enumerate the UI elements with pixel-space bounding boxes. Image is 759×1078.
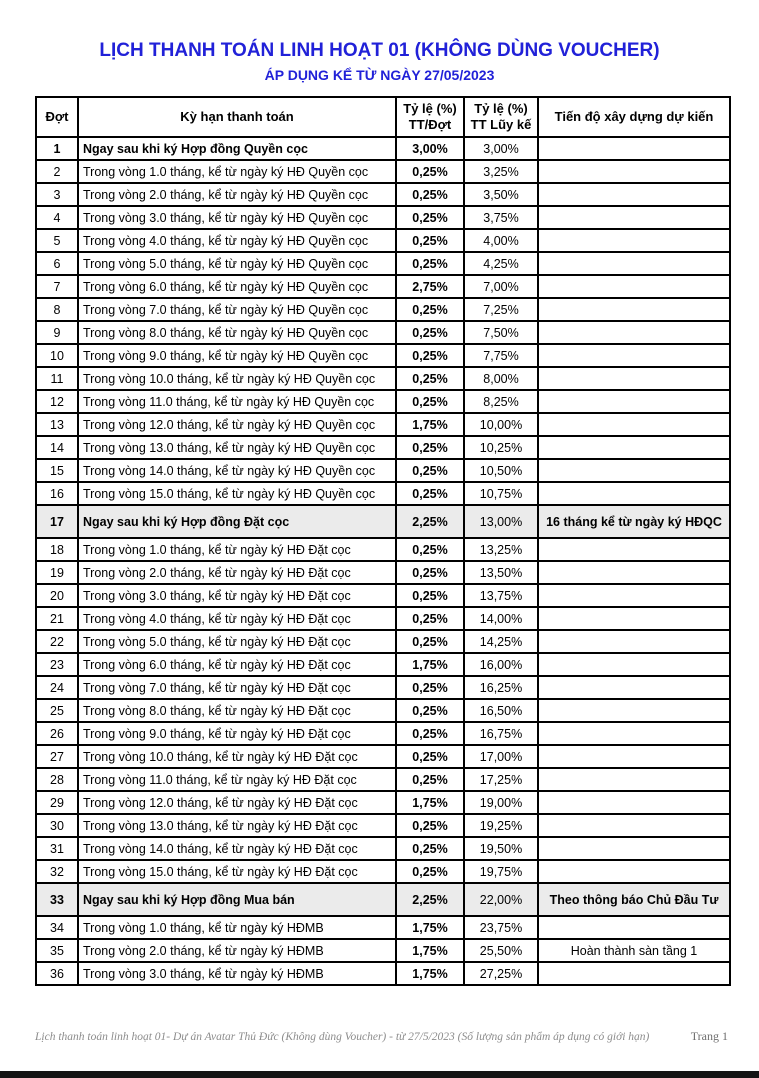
document-subtitle: ÁP DỤNG KỂ TỪ NGÀY 27/05/2023 — [264, 67, 495, 83]
table-row — [36, 630, 730, 653]
construction-progress-cell — [538, 916, 730, 939]
table-row — [36, 607, 730, 630]
payment-term-cell: Trong vòng 2.0 tháng, kể từ ngày ký HĐ Đặt cọc — [78, 561, 396, 584]
payment-term-cell: Trong vòng 14.0 tháng, kể từ ngày ký HĐ Quyền cọc — [78, 459, 396, 482]
row-number-cell: 11 — [36, 367, 78, 390]
row-number-cell: 23 — [36, 653, 78, 676]
table-row — [36, 160, 730, 183]
payment-term-cell: Trong vòng 12.0 tháng, kể từ ngày ký HĐ Đặt cọc — [78, 791, 396, 814]
cumulative-rate-cell: 10,25% — [464, 436, 538, 459]
cumulative-rate-cell: 4,25% — [464, 252, 538, 275]
cumulative-rate-cell: 25,50% — [464, 939, 538, 962]
rate-per-period-cell: 0,25% — [396, 183, 464, 206]
cumulative-rate-cell: 3,00% — [464, 137, 538, 160]
payment-term-cell: Trong vòng 1.0 tháng, kể từ ngày ký HĐ Quyền cọc — [78, 160, 396, 183]
table-row — [36, 676, 730, 699]
rate-per-period-cell: 0,25% — [396, 160, 464, 183]
payment-term-cell: Trong vòng 8.0 tháng, kể từ ngày ký HĐ Quyền cọc — [78, 321, 396, 344]
row-number-cell: 10 — [36, 344, 78, 367]
column-header-tien-do-xay-dung: Tiến độ xây dựng dự kiến — [538, 97, 730, 137]
table-row — [36, 814, 730, 837]
row-number-cell: 14 — [36, 436, 78, 459]
table-row — [36, 321, 730, 344]
table-row — [36, 653, 730, 676]
cumulative-rate-cell: 16,00% — [464, 653, 538, 676]
rate-per-period-cell: 1,75% — [396, 962, 464, 985]
table-row — [36, 584, 730, 607]
document-title: LỊCH THANH TOÁN LINH HOẠT 01 (KHÔNG DÙNG VOUCHER) — [99, 40, 660, 61]
construction-progress-cell — [538, 607, 730, 630]
payment-term-cell: Trong vòng 7.0 tháng, kể từ ngày ký HĐ Quyền cọc — [78, 298, 396, 321]
row-number-cell: 2 — [36, 160, 78, 183]
rate-per-period-cell: 0,25% — [396, 367, 464, 390]
construction-progress-cell — [538, 413, 730, 436]
cumulative-rate-cell: 16,25% — [464, 676, 538, 699]
row-number-cell: 19 — [36, 561, 78, 584]
rate-per-period-cell: 0,25% — [396, 298, 464, 321]
table-row — [36, 206, 730, 229]
row-number-cell: 36 — [36, 962, 78, 985]
row-number-cell: 26 — [36, 722, 78, 745]
column-header-ky-han-thanh-toan: Kỳ hạn thanh toán — [78, 97, 396, 137]
column-header-ty-le-tt-luy-ke — [464, 97, 538, 137]
row-number-cell: 1 — [36, 137, 78, 160]
rate-per-period-cell: 0,25% — [396, 252, 464, 275]
cumulative-rate-cell: 13,00% — [464, 505, 538, 538]
row-number-cell: 7 — [36, 275, 78, 298]
construction-progress-cell — [538, 459, 730, 482]
table-row — [36, 538, 730, 561]
construction-progress-cell — [538, 791, 730, 814]
column-header-line: Tỷ lệ (%) — [403, 101, 457, 117]
column-header-line: Tỷ lệ (%) — [474, 101, 528, 117]
payment-term-cell: Trong vòng 8.0 tháng, kể từ ngày ký HĐ Đặt cọc — [78, 699, 396, 722]
row-number-cell: 16 — [36, 482, 78, 505]
row-number-cell: 30 — [36, 814, 78, 837]
footer-page-number: Trang 1 — [690, 1029, 728, 1043]
table-row — [36, 344, 730, 367]
construction-progress-cell — [538, 137, 730, 160]
cumulative-rate-cell: 19,00% — [464, 791, 538, 814]
payment-term-cell: Trong vòng 11.0 tháng, kể từ ngày ký HĐ Đặt cọc — [78, 768, 396, 791]
rate-per-period-cell: 0,25% — [396, 344, 464, 367]
construction-progress-cell — [538, 745, 730, 768]
construction-progress-cell — [538, 630, 730, 653]
payment-term-cell: Ngay sau khi ký Hợp đồng Mua bán — [78, 883, 396, 916]
row-number-cell: 20 — [36, 584, 78, 607]
construction-progress-cell — [538, 367, 730, 390]
construction-progress-cell — [538, 321, 730, 344]
construction-progress-cell — [538, 183, 730, 206]
row-number-cell: 24 — [36, 676, 78, 699]
cumulative-rate-cell: 27,25% — [464, 962, 538, 985]
table-header-row — [36, 97, 730, 137]
cumulative-rate-cell: 7,00% — [464, 275, 538, 298]
cumulative-rate-cell: 10,00% — [464, 413, 538, 436]
row-number-cell: 33 — [36, 883, 78, 916]
payment-term-cell: Trong vòng 10.0 tháng, kể từ ngày ký HĐ Đặt cọc — [78, 745, 396, 768]
payment-term-cell: Trong vòng 3.0 tháng, kể từ ngày ký HĐ Quyền cọc — [78, 206, 396, 229]
table-row — [36, 699, 730, 722]
rate-per-period-cell: 0,25% — [396, 607, 464, 630]
table-row — [36, 561, 730, 584]
table-body — [36, 137, 730, 985]
construction-progress-cell — [538, 344, 730, 367]
rate-per-period-cell: 0,25% — [396, 860, 464, 883]
row-number-cell: 5 — [36, 229, 78, 252]
payment-term-cell: Trong vòng 5.0 tháng, kể từ ngày ký HĐ Quyền cọc — [78, 252, 396, 275]
payment-term-cell: Trong vòng 15.0 tháng, kể từ ngày ký HĐ Quyền cọc — [78, 482, 396, 505]
payment-term-cell: Trong vòng 2.0 tháng, kể từ ngày ký HĐ Quyền cọc — [78, 183, 396, 206]
table-row — [36, 413, 730, 436]
table-row — [36, 298, 730, 321]
table-row — [36, 745, 730, 768]
construction-progress-cell — [538, 962, 730, 985]
table-row — [36, 390, 730, 413]
table-row — [36, 229, 730, 252]
rate-per-period-cell: 1,75% — [396, 413, 464, 436]
payment-term-cell: Trong vòng 6.0 tháng, kể từ ngày ký HĐ Quyền cọc — [78, 275, 396, 298]
row-number-cell: 35 — [36, 939, 78, 962]
cumulative-rate-cell: 19,50% — [464, 837, 538, 860]
table-row — [36, 436, 730, 459]
payment-term-cell: Trong vòng 13.0 tháng, kể từ ngày ký HĐ Đặt cọc — [78, 814, 396, 837]
payment-term-cell: Trong vòng 3.0 tháng, kể từ ngày ký HĐMB — [78, 962, 396, 985]
cumulative-rate-cell: 4,00% — [464, 229, 538, 252]
payment-term-cell: Trong vòng 12.0 tháng, kể từ ngày ký HĐ Quyền cọc — [78, 413, 396, 436]
payment-term-cell: Trong vòng 3.0 tháng, kể từ ngày ký HĐ Đặt cọc — [78, 584, 396, 607]
row-number-cell: 9 — [36, 321, 78, 344]
rate-per-period-cell: 0,25% — [396, 745, 464, 768]
cumulative-rate-cell: 13,50% — [464, 561, 538, 584]
construction-progress-cell — [538, 653, 730, 676]
column-header-ty-le-tt-dot — [396, 97, 464, 137]
table-row — [36, 837, 730, 860]
table-row — [36, 459, 730, 482]
construction-progress-cell — [538, 860, 730, 883]
row-number-cell: 6 — [36, 252, 78, 275]
construction-progress-cell: 16 tháng kể từ ngày ký HĐQC — [538, 505, 730, 538]
table-row — [36, 768, 730, 791]
table-row — [36, 252, 730, 275]
construction-progress-cell — [538, 482, 730, 505]
cumulative-rate-cell: 16,75% — [464, 722, 538, 745]
rate-per-period-cell: 0,25% — [396, 837, 464, 860]
cumulative-rate-cell: 3,75% — [464, 206, 538, 229]
cumulative-rate-cell: 3,25% — [464, 160, 538, 183]
table-row — [36, 482, 730, 505]
rate-per-period-cell: 2,75% — [396, 275, 464, 298]
row-number-cell: 12 — [36, 390, 78, 413]
page-footer — [35, 1029, 728, 1044]
column-header-dot: Đợt — [36, 97, 78, 137]
table-row — [36, 505, 730, 538]
row-number-cell: 21 — [36, 607, 78, 630]
payment-term-cell: Ngay sau khi ký Hợp đồng Đặt cọc — [78, 505, 396, 538]
construction-progress-cell — [538, 561, 730, 584]
row-number-cell: 8 — [36, 298, 78, 321]
bottom-edge-bar — [0, 1071, 759, 1078]
column-header-line: TT/Đợt — [408, 117, 452, 132]
payment-term-cell: Trong vòng 9.0 tháng, kể từ ngày ký HĐ Đặt cọc — [78, 722, 396, 745]
construction-progress-cell — [538, 768, 730, 791]
payment-term-cell: Trong vòng 4.0 tháng, kể từ ngày ký HĐ Quyền cọc — [78, 229, 396, 252]
payment-term-cell: Trong vòng 1.0 tháng, kể từ ngày ký HĐ Đặt cọc — [78, 538, 396, 561]
table-row — [36, 916, 730, 939]
cumulative-rate-cell: 3,50% — [464, 183, 538, 206]
payment-schedule-table — [35, 96, 731, 986]
row-number-cell: 15 — [36, 459, 78, 482]
construction-progress-cell — [538, 436, 730, 459]
row-number-cell: 17 — [36, 505, 78, 538]
construction-progress-cell — [538, 160, 730, 183]
rate-per-period-cell: 0,25% — [396, 814, 464, 837]
rate-per-period-cell: 0,25% — [396, 676, 464, 699]
rate-per-period-cell: 0,25% — [396, 699, 464, 722]
table-row — [36, 183, 730, 206]
construction-progress-cell — [538, 206, 730, 229]
payment-term-cell: Trong vòng 1.0 tháng, kể từ ngày ký HĐMB — [78, 916, 396, 939]
construction-progress-cell: Theo thông báo Chủ Đầu Tư — [538, 883, 730, 916]
payment-term-cell: Trong vòng 9.0 tháng, kể từ ngày ký HĐ Quyền cọc — [78, 344, 396, 367]
rate-per-period-cell: 1,75% — [396, 653, 464, 676]
row-number-cell: 29 — [36, 791, 78, 814]
column-header-line: TT Lũy kế — [470, 117, 532, 132]
rate-per-period-cell: 1,75% — [396, 939, 464, 962]
rate-per-period-cell: 1,75% — [396, 791, 464, 814]
construction-progress-cell — [538, 676, 730, 699]
rate-per-period-cell: 0,25% — [396, 206, 464, 229]
cumulative-rate-cell: 10,50% — [464, 459, 538, 482]
rate-per-period-cell: 3,00% — [396, 137, 464, 160]
rate-per-period-cell: 0,25% — [396, 459, 464, 482]
row-number-cell: 25 — [36, 699, 78, 722]
rate-per-period-cell: 2,25% — [396, 505, 464, 538]
table-row — [36, 939, 730, 962]
payment-term-cell: Trong vòng 13.0 tháng, kể từ ngày ký HĐ Quyền cọc — [78, 436, 396, 459]
footer-note: Lịch thanh toán linh hoạt 01- Dự án Avatar Thủ Đức (Không dùng Voucher) - từ 27/5/2023 (Số lượng sản phẩm áp dụng có giới hạn) — [35, 1031, 650, 1043]
cumulative-rate-cell: 17,25% — [464, 768, 538, 791]
cumulative-rate-cell: 16,50% — [464, 699, 538, 722]
row-number-cell: 28 — [36, 768, 78, 791]
payment-term-cell: Ngay sau khi ký Hợp đồng Quyền cọc — [78, 137, 396, 160]
row-number-cell: 3 — [36, 183, 78, 206]
row-number-cell: 31 — [36, 837, 78, 860]
construction-progress-cell: Hoàn thành sàn tầng 1 — [538, 939, 730, 962]
cumulative-rate-cell: 22,00% — [464, 883, 538, 916]
payment-term-cell: Trong vòng 5.0 tháng, kể từ ngày ký HĐ Đặt cọc — [78, 630, 396, 653]
rate-per-period-cell: 0,25% — [396, 229, 464, 252]
cumulative-rate-cell: 17,00% — [464, 745, 538, 768]
payment-term-cell: Trong vòng 10.0 tháng, kể từ ngày ký HĐ Quyền cọc — [78, 367, 396, 390]
construction-progress-cell — [538, 814, 730, 837]
cumulative-rate-cell: 14,25% — [464, 630, 538, 653]
rate-per-period-cell: 0,25% — [396, 722, 464, 745]
payment-term-cell: Trong vòng 11.0 tháng, kể từ ngày ký HĐ Quyền cọc — [78, 390, 396, 413]
rate-per-period-cell: 0,25% — [396, 584, 464, 607]
rate-per-period-cell: 0,25% — [396, 482, 464, 505]
rate-per-period-cell: 0,25% — [396, 630, 464, 653]
construction-progress-cell — [538, 229, 730, 252]
cumulative-rate-cell: 13,25% — [464, 538, 538, 561]
row-number-cell: 4 — [36, 206, 78, 229]
cumulative-rate-cell: 7,75% — [464, 344, 538, 367]
cumulative-rate-cell: 7,25% — [464, 298, 538, 321]
rate-per-period-cell: 0,25% — [396, 768, 464, 791]
construction-progress-cell — [538, 252, 730, 275]
table-row — [36, 367, 730, 390]
payment-term-cell: Trong vòng 6.0 tháng, kể từ ngày ký HĐ Đặt cọc — [78, 653, 396, 676]
rate-per-period-cell: 0,25% — [396, 390, 464, 413]
payment-term-cell: Trong vòng 2.0 tháng, kể từ ngày ký HĐMB — [78, 939, 396, 962]
table-row — [36, 275, 730, 298]
rate-per-period-cell: 1,75% — [396, 916, 464, 939]
cumulative-rate-cell: 13,75% — [464, 584, 538, 607]
row-number-cell: 34 — [36, 916, 78, 939]
construction-progress-cell — [538, 275, 730, 298]
cumulative-rate-cell: 8,25% — [464, 390, 538, 413]
construction-progress-cell — [538, 390, 730, 413]
rate-per-period-cell: 0,25% — [396, 538, 464, 561]
cumulative-rate-cell: 19,25% — [464, 814, 538, 837]
construction-progress-cell — [538, 538, 730, 561]
table-row — [36, 137, 730, 160]
construction-progress-cell — [538, 298, 730, 321]
table-row — [36, 962, 730, 985]
cumulative-rate-cell: 23,75% — [464, 916, 538, 939]
cumulative-rate-cell: 14,00% — [464, 607, 538, 630]
rate-per-period-cell: 0,25% — [396, 321, 464, 344]
table-row — [36, 883, 730, 916]
row-number-cell: 13 — [36, 413, 78, 436]
row-number-cell: 18 — [36, 538, 78, 561]
rate-per-period-cell: 0,25% — [396, 436, 464, 459]
row-number-cell: 22 — [36, 630, 78, 653]
rate-per-period-cell: 2,25% — [396, 883, 464, 916]
table-row — [36, 791, 730, 814]
cumulative-rate-cell: 19,75% — [464, 860, 538, 883]
construction-progress-cell — [538, 837, 730, 860]
payment-term-cell: Trong vòng 15.0 tháng, kể từ ngày ký HĐ Đặt cọc — [78, 860, 396, 883]
cumulative-rate-cell: 7,50% — [464, 321, 538, 344]
table-row — [36, 722, 730, 745]
payment-term-cell: Trong vòng 7.0 tháng, kể từ ngày ký HĐ Đặt cọc — [78, 676, 396, 699]
table-row — [36, 860, 730, 883]
cumulative-rate-cell: 8,00% — [464, 367, 538, 390]
rate-per-period-cell: 0,25% — [396, 561, 464, 584]
construction-progress-cell — [538, 722, 730, 745]
payment-term-cell: Trong vòng 14.0 tháng, kể từ ngày ký HĐ Đặt cọc — [78, 837, 396, 860]
row-number-cell: 27 — [36, 745, 78, 768]
construction-progress-cell — [538, 699, 730, 722]
cumulative-rate-cell: 10,75% — [464, 482, 538, 505]
construction-progress-cell — [538, 584, 730, 607]
row-number-cell: 32 — [36, 860, 78, 883]
payment-term-cell: Trong vòng 4.0 tháng, kể từ ngày ký HĐ Đặt cọc — [78, 607, 396, 630]
